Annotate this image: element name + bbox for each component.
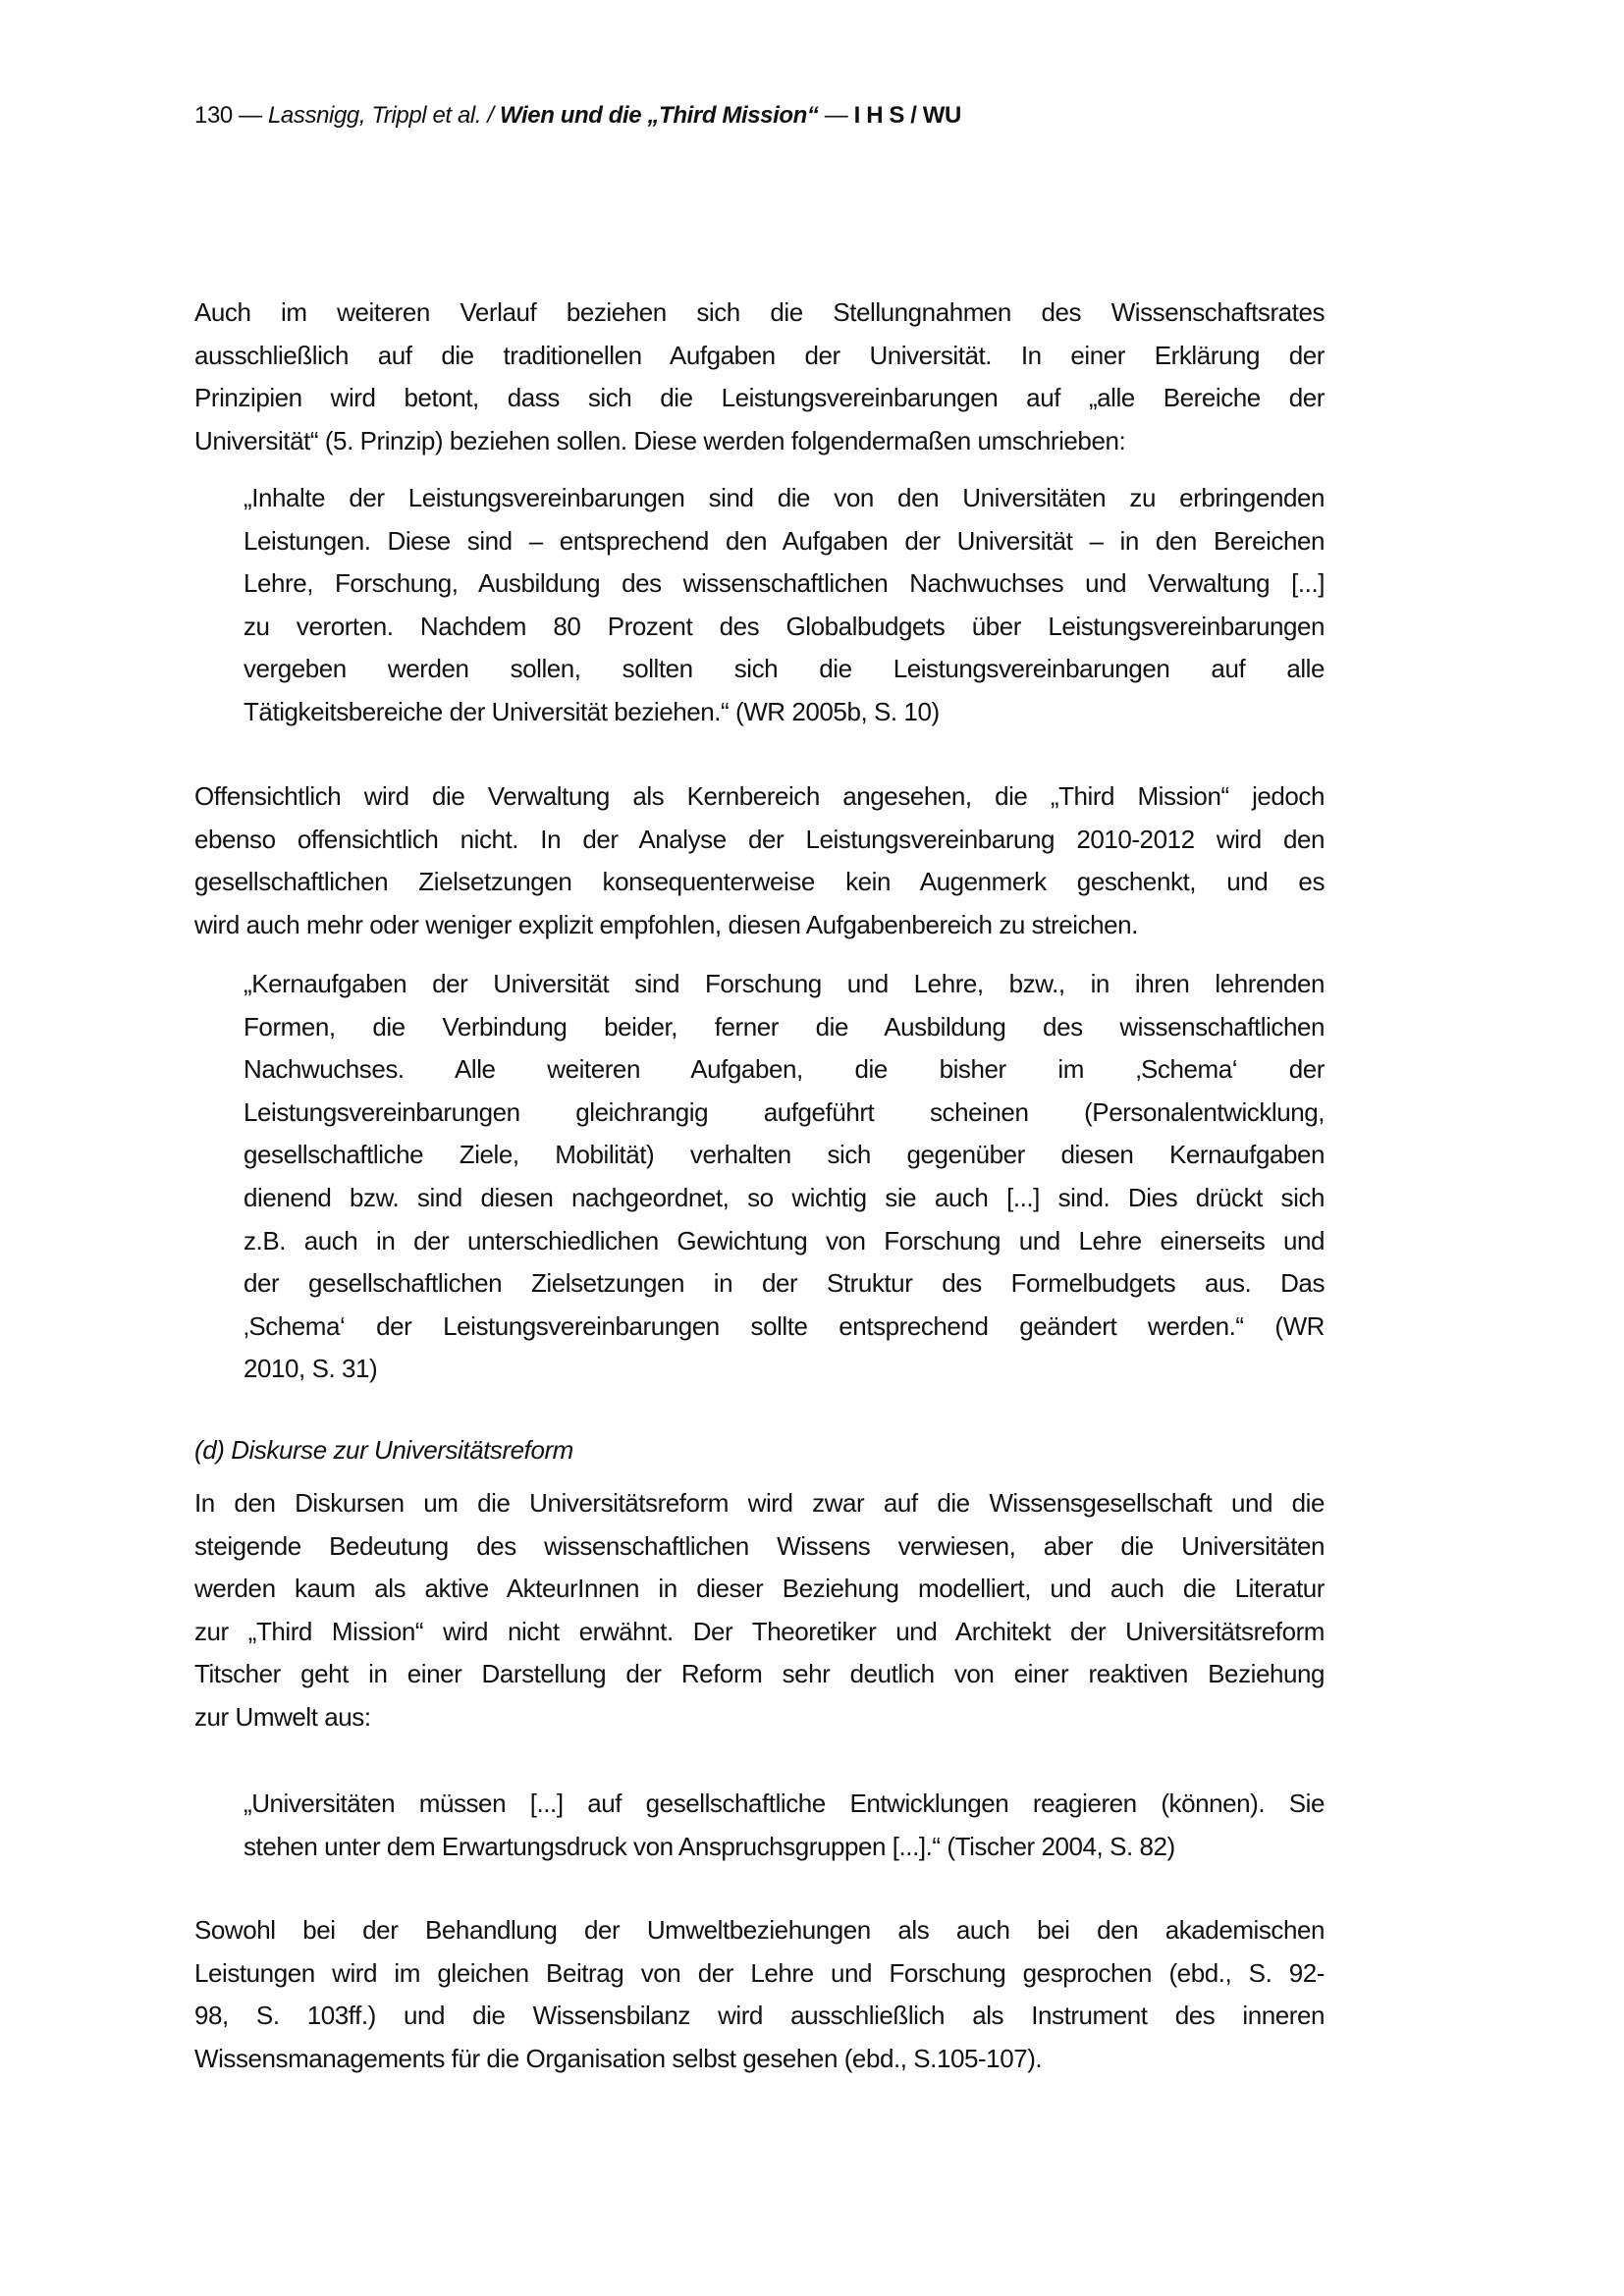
block-quote bbox=[244, 477, 1325, 734]
text-line: Leistungen wird im gleichen Beitrag von der Lehre und Forschung gesprochen (ebd., S. 92- bbox=[194, 1957, 1325, 1988]
text-line: Prinzipien wird betont, dass sich die Leistungsvereinbarungen auf „alle Bereiche der bbox=[194, 383, 1325, 413]
body-paragraph bbox=[194, 292, 1325, 462]
text-line: ‚Schema‘ der Leistungsvereinbarungen sollte entsprechend geändert werden.“ (WR bbox=[244, 1310, 1325, 1341]
text-line: Wissensmanagements für die Organisation selbst gesehen (ebd., S.105-107). bbox=[194, 2043, 1043, 2073]
section-heading: (d) Diskurse zur Universitätsreform bbox=[194, 1435, 573, 1465]
text-line: 2010, S. 31) bbox=[244, 1354, 378, 1384]
text-line: wird auch mehr oder weniger explizit empfohlen, diesen Aufgabenbereich zu streichen. bbox=[194, 909, 1138, 939]
text-line: stehen unter dem Erwartungsdruck von Anspruchsgruppen [...].“ (Tischer 2004, S. 82) bbox=[244, 1831, 1175, 1861]
body-paragraph bbox=[194, 775, 1325, 946]
text-line: dienend bzw. sind diesen nachgeordnet, so wichtig sie auch [...] sind. Dies drückt sich bbox=[244, 1182, 1325, 1212]
text-line: z.B. auch in der unterschiedlichen Gewichtung von Forschung und Lehre einerseits und bbox=[244, 1225, 1325, 1255]
text-line: ausschließlich auf die traditionellen Aufgaben der Universität. In einer Erklärung der bbox=[194, 340, 1325, 370]
text-line: 98, S. 103ff.) und die Wissensbilanz wird ausschließlich als Instrument des inneren bbox=[194, 2001, 1325, 2031]
text-line: Universität“ (5. Prinzip) beziehen sollen. Diese werden folgendermaßen umschrieben: bbox=[194, 425, 1126, 455]
text-line: zur „Third Mission“ wird nicht erwähnt. Der Theoretiker und Architekt der Universitätsreform bbox=[194, 1616, 1325, 1646]
text-line: In den Diskursen um die Universitätsreform wird zwar auf die Wissensgesellschaft und die bbox=[194, 1488, 1325, 1518]
body-paragraph bbox=[194, 1482, 1325, 1739]
body-paragraph bbox=[194, 1909, 1325, 2080]
block-quote bbox=[244, 1783, 1325, 1868]
header-separator: — bbox=[818, 102, 854, 129]
text-line: „Kernaufgaben der Universität sind Forschung und Lehre, bzw., in ihren lehrenden bbox=[244, 969, 1325, 998]
header-authors: Lassnigg, Trippl et al. / bbox=[267, 102, 500, 129]
block-quote bbox=[244, 963, 1325, 1391]
text-line: der gesellschaftlichen Zielsetzungen in der Struktur des Formelbudgets aus. Das bbox=[244, 1268, 1325, 1299]
text-line: Sowohl bei der Behandlung der Umweltbeziehungen als auch bei den akademischen bbox=[194, 1915, 1325, 1945]
text-line: ebenso offensichtlich nicht. In der Analyse der Leistungsvereinbarung 2010-2012 wird den bbox=[194, 824, 1325, 854]
text-line: Lehre, Forschung, Ausbildung des wissenschaftlichen Nachwuchses und Verwaltung [...] bbox=[244, 568, 1325, 599]
header-title: Wien und die „Third Mission“ bbox=[499, 102, 819, 129]
text-line: gesellschaftliche Ziele, Mobilität) verhalten sich gegenüber diesen Kernaufgaben bbox=[244, 1140, 1325, 1170]
text-line: Offensichtlich wird die Verwaltung als Kernbereich angesehen, die „Third Mission“ jedoch bbox=[194, 781, 1325, 811]
text-line: Auch im weiteren Verlauf beziehen sich die Stellungnahmen des Wissenschaftsrates bbox=[194, 297, 1325, 327]
text-line: „Universitäten müssen [...] auf gesellschaftliche Entwicklungen reagieren (können). Sie bbox=[244, 1789, 1325, 1818]
text-line: gesellschaftlichen Zielsetzungen konsequenterweise kein Augenmerk geschenkt, und es bbox=[194, 867, 1325, 897]
text-line: Titscher geht in einer Darstellung der Reform sehr deutlich von einer reaktiven Beziehung bbox=[194, 1659, 1325, 1689]
text-line: Tätigkeitsbereiche der Universität beziehen.“ (WR 2005b, S. 10) bbox=[244, 696, 940, 726]
page-number: 130 bbox=[194, 102, 233, 129]
text-line: Leistungen. Diese sind – entsprechend den Aufgaben der Universität – in den Bereichen bbox=[244, 525, 1325, 556]
text-line: Formen, die Verbindung beider, ferner die Ausbildung des wissenschaftlichen bbox=[244, 1011, 1325, 1041]
text-line: steigende Bedeutung des wissenschaftlichen Wissens verwiesen, aber die Universitäten bbox=[194, 1530, 1325, 1561]
text-line: Nachwuchses. Alle weiteren Aufgaben, die bisher im ‚Schema‘ der bbox=[244, 1054, 1325, 1085]
text-line: werden kaum als aktive AkteurInnen in dieser Beziehung modelliert, und auch die Literatur bbox=[194, 1574, 1325, 1604]
text-line: vergeben werden sollen, sollten sich die Leistungsvereinbarungen auf alle bbox=[244, 654, 1325, 684]
text-line: Leistungsvereinbarungen gleichrangig aufgeführt scheinen (Personalentwicklung, bbox=[244, 1096, 1325, 1127]
header-separator: — bbox=[232, 102, 268, 129]
text-line: „Inhalte der Leistungsvereinbarungen sind die von den Universitäten zu erbringenden bbox=[244, 483, 1325, 512]
header-institutions: I H S / WU bbox=[853, 102, 961, 129]
text-line: zu verorten. Nachdem 80 Prozent des Globalbudgets über Leistungsvereinbarungen bbox=[244, 611, 1325, 641]
running-header bbox=[194, 102, 961, 130]
text-line: zur Umwelt aus: bbox=[194, 1701, 371, 1732]
